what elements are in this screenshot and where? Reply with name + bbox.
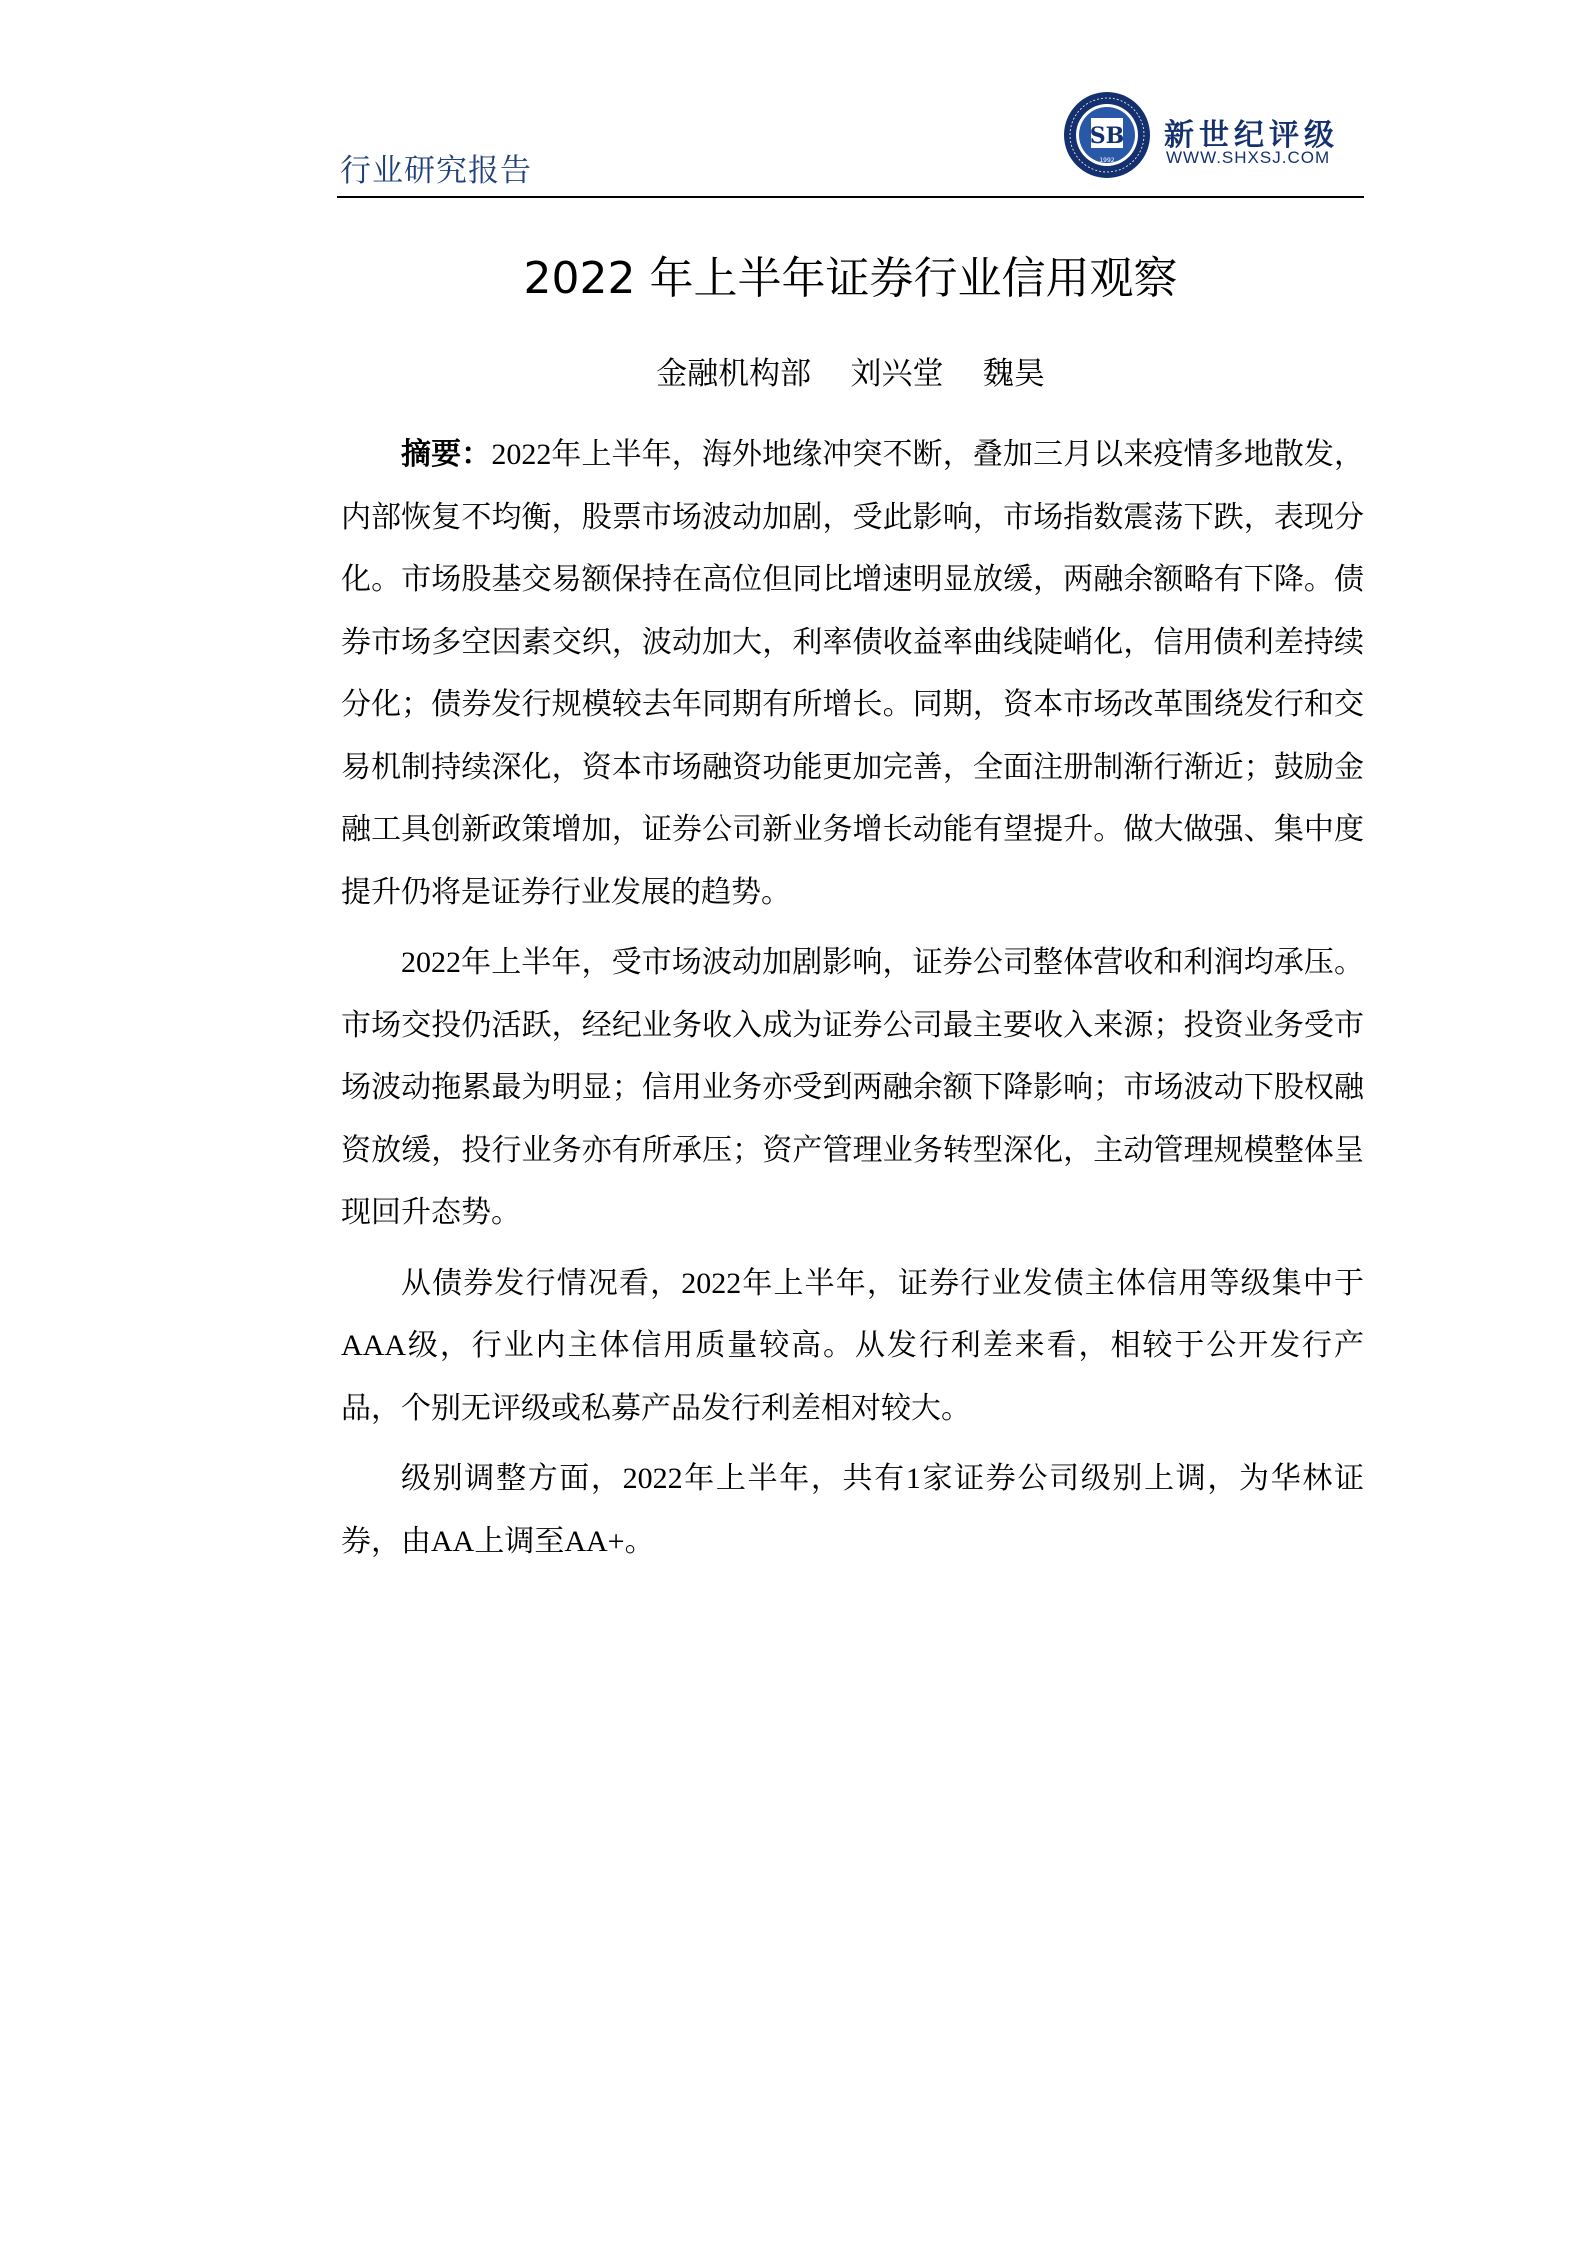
page-header (337, 90, 1364, 198)
abstract-text: 2022年上半年，海外地缘冲突不断，叠加三月以来疫情多地散发，内部恢复不均衡，股票市场波动加剧，受此影响，市场指数震荡下跌，表现分化。市场股基交易额保持在高位但同比增速明显放缓，两融余额略有下降。债券市场多空因素交织，波动加大，利率债收益率曲线陡峭化，信用债利差持续分化；债券发行规模较去年同期有所增长。同期，资本市场改革围绕发行和交易机制持续深化，资本市场融资功能更加完善，全面注册制渐行渐近；鼓励金融工具创新政策增加，证券公司新业务增长动能有望提升。做大做强、集中度提升仍将是证券行业发展的趋势。 (341, 438, 1365, 909)
logo-name: 新世纪评级 (1164, 118, 1339, 153)
body-paragraph-business: 2022年上半年，受市场波动加剧影响，证券公司整体营收和利润均承压。市场交投仍活跃，经纪业务收入成为证券公司最主要收入来源；投资业务受市场波动拖累最为明显；信用业务亦受到两融余额下降影响；市场波动下股权融资放缓，投行业务亦有所承压；资产管理业务转型深化，主动管理规模整体呈现回升态势。 (341, 946, 1364, 1229)
body-paragraph-rating-adjustment: 级别调整方面，2022年上半年，共有1家证券公司级别上调，为华林证券，由AA上调至AA+。 (341, 1462, 1364, 1558)
author-byline: 金融机构部 刘兴堂 魏昊 (656, 356, 1045, 392)
header-divider (337, 196, 1364, 198)
body-paragraph-bond-issuance: 从债券发行情况看，2022年上半年，证券行业发债主体信用等级集中于AAA级，行业内主体信用质量较高。从发行利差来看，相较于公开发行产品，个别无评级或私募产品发行利差相对较大。 (341, 1266, 1364, 1425)
abstract-paragraph (341, 424, 1364, 924)
svg-text:1992: 1992 (1099, 157, 1115, 164)
document-title: 2022 年上半年证券行业信用观察 (523, 253, 1178, 304)
logo-url: WWW.SHXSJ.COM (1166, 148, 1331, 167)
rating-seal-icon (1062, 90, 1152, 180)
document-body (341, 424, 1364, 1581)
company-logo (1062, 90, 1364, 180)
svg-text:SB: SB (1089, 123, 1125, 149)
abstract-label: 摘要： (401, 437, 492, 472)
section-label: 行业研究报告 (340, 153, 532, 189)
